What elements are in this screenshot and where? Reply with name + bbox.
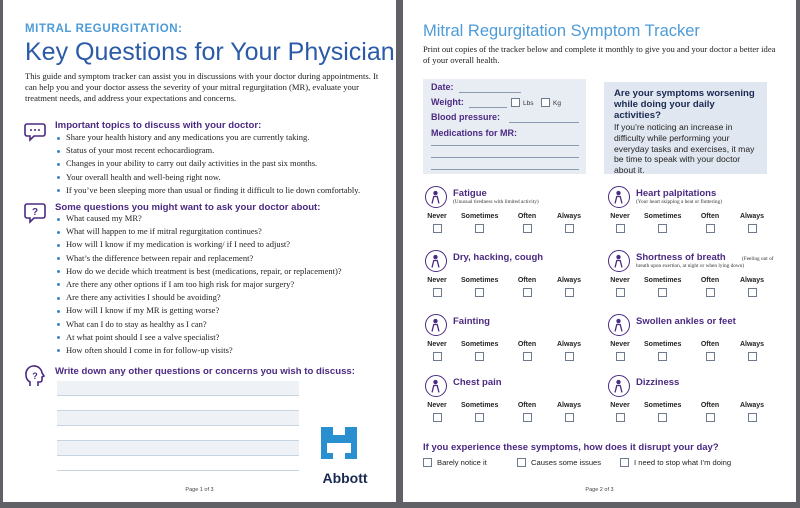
date-field[interactable] (459, 92, 521, 93)
disrupt-option-label: Barely notice it (437, 458, 487, 467)
abbott-logo (317, 423, 373, 486)
symptom-name: Dizziness (636, 377, 680, 388)
heart-icon (608, 186, 630, 208)
frequency-checkbox[interactable] (748, 413, 757, 422)
meds-line[interactable] (431, 169, 579, 170)
disrupt-option-barely[interactable] (423, 458, 487, 470)
frequency-checkbox[interactable] (748, 352, 757, 361)
frequency-checkbox[interactable] (706, 224, 715, 233)
abbott-logo-icon (317, 423, 361, 463)
page1-title: Key Questions for Your Physician (25, 38, 395, 66)
frequency-label: Often (517, 277, 537, 284)
frequency-checkbox[interactable] (565, 224, 574, 233)
svg-text:?: ? (31, 207, 39, 218)
page1-kicker: MITRAL REGURGITATION: (25, 23, 183, 35)
frequency-checkbox[interactable] (616, 288, 625, 297)
symptom-4 (423, 314, 588, 368)
frequency-checkbox[interactable] (658, 352, 667, 361)
page1-number: Page 1 of 3 (185, 487, 214, 493)
disrupt-checkbox[interactable] (620, 458, 629, 467)
list-item: How will I know if my MR is getting worse? (57, 304, 342, 317)
note-line[interactable] (57, 396, 299, 411)
page2-title: Mitral Regurgitation Symptom Tracker (423, 22, 700, 40)
frequency-checkbox[interactable] (748, 288, 757, 297)
kg-checkbox[interactable] (541, 98, 550, 107)
frequency-label: Never (427, 213, 447, 220)
list-item: Status of your most recent echocardiogram. (57, 144, 360, 157)
frequency-label: Often (517, 402, 537, 409)
symptom-name: Fatigue (453, 188, 487, 199)
list-item: Share your health history and any medications you are currently taking. (57, 131, 360, 144)
frequency-checkbox[interactable] (616, 413, 625, 422)
list-item: If you’ve been sleeping more than usual or finding it difficult to lie down comfortably. (57, 184, 360, 197)
note-line[interactable] (57, 426, 299, 441)
bp-label: Blood pressure: (431, 112, 501, 122)
disrupt-checkbox[interactable] (517, 458, 526, 467)
frequency-label: Always (739, 402, 765, 409)
frequency-checkbox[interactable] (475, 413, 484, 422)
symptom-description: breath upon exertion, at night or when lying down) (636, 263, 745, 269)
frequency-label: Always (556, 213, 582, 220)
meds-label: Medications for MR: (431, 128, 518, 138)
weight-field[interactable] (469, 107, 507, 108)
symptom-name: Shortness of breath (636, 252, 726, 263)
list-item: How often should I come in for follow-up visits? (57, 344, 342, 357)
notes-area[interactable] (57, 381, 299, 471)
vitals-form (423, 79, 586, 174)
frequency-checkbox[interactable] (706, 288, 715, 297)
chat-bubble-icon (23, 119, 47, 143)
disrupt-option-label: I need to stop what I’m doing (634, 458, 732, 467)
symptom-name: Dry, hacking, cough (453, 252, 544, 263)
note-line[interactable] (57, 411, 299, 426)
symptom-description: (Your heart skipping a beat or fluttering) (636, 199, 722, 205)
frequency-label: Never (610, 402, 630, 409)
frequency-checkbox[interactable] (616, 224, 625, 233)
frequency-checkbox[interactable] (475, 224, 484, 233)
list-item: How do we decide which treatment is best (medications, repair, or replacement)? (57, 265, 342, 278)
frequency-label: Often (700, 341, 720, 348)
fainting-person-icon (425, 314, 447, 336)
frequency-label: Often (700, 213, 720, 220)
chest-pain-icon (425, 375, 447, 397)
frequency-label: Often (517, 213, 537, 220)
lungs-icon (608, 250, 630, 272)
section1-title: Important topics to discuss with your doctor: (55, 120, 262, 131)
list-item: What will happen to me if mitral regurgitation continues? (57, 225, 342, 238)
frequency-checkbox[interactable] (523, 413, 532, 422)
weight-label: Weight: (431, 97, 464, 107)
frequency-label: Sometimes (644, 213, 682, 220)
disrupt-checkbox[interactable] (423, 458, 432, 467)
disrupt-option-label: Causes some issues (531, 458, 602, 467)
disrupt-option-some[interactable] (517, 458, 601, 470)
frequency-label: Never (427, 341, 447, 348)
frequency-label: Often (700, 402, 720, 409)
frequency-label: Often (517, 341, 537, 348)
note-line[interactable] (57, 441, 299, 456)
frequency-label: Never (427, 277, 447, 284)
frequency-label: Sometimes (461, 341, 499, 348)
symptom-description: (Feeling out of (742, 256, 774, 262)
frequency-label: Sometimes (461, 402, 499, 409)
page-1 (3, 0, 396, 502)
list-item: Your overall health and well-being right now. (57, 171, 360, 184)
question-bubble-icon (23, 201, 47, 225)
symptom-name: Heart palpitations (636, 188, 717, 199)
standing-person-icon (608, 314, 630, 336)
list-item: Are there any other options if I am too high risk for major surgery? (57, 278, 342, 291)
symptom-0 (423, 186, 588, 240)
worsening-callout (604, 82, 767, 174)
symptom-1 (606, 186, 771, 240)
frequency-checkbox[interactable] (433, 224, 442, 233)
list-item: What’s the difference between repair and replacement? (57, 252, 342, 265)
note-line[interactable] (57, 381, 299, 396)
list-item: At what point should I see a valve specialist? (57, 331, 342, 344)
tired-person-icon (425, 186, 447, 208)
frequency-checkbox[interactable] (565, 413, 574, 422)
date-label: Date: (431, 82, 454, 92)
meds-line[interactable] (431, 145, 579, 146)
symptom-3 (606, 250, 774, 304)
list-item: How will I know if my medication is working/ if I need to adjust? (57, 238, 342, 251)
section3-title: Write down any other questions or concerns you wish to discuss: (55, 366, 355, 377)
frequency-label: Often (700, 277, 720, 284)
frequency-label: Sometimes (461, 277, 499, 284)
frequency-checkbox[interactable] (706, 413, 715, 422)
symptom-6 (423, 375, 588, 429)
frequency-checkbox[interactable] (523, 352, 532, 361)
frequency-checkbox[interactable] (523, 288, 532, 297)
frequency-checkbox[interactable] (565, 352, 574, 361)
frequency-checkbox[interactable] (616, 352, 625, 361)
frequency-label: Sometimes (644, 277, 682, 284)
svg-text:?: ? (32, 371, 38, 381)
section2-title: Some questions you might want to ask your doctor about: (55, 202, 321, 213)
frequency-label: Sometimes (644, 341, 682, 348)
symptom-description: (Unusual tiredness with limited activity) (453, 199, 539, 205)
lbs-label: Lbs (523, 100, 534, 107)
callout-heading: Are your symptoms worsening while doing your daily activities? (614, 88, 755, 121)
frequency-checkbox[interactable] (475, 352, 484, 361)
page2-number: Page 2 of 3 (585, 487, 614, 493)
symptom-name: Fainting (453, 316, 490, 327)
frequency-label: Always (556, 277, 582, 284)
abbott-logo-text: Abbott (322, 470, 368, 486)
frequency-checkbox[interactable] (433, 413, 442, 422)
page-2 (403, 0, 796, 502)
callout-body: If you’re noticing an increase in difficulty while performing your everyday tasks and exercises, it may be time to speak with your doctor about it. (614, 122, 755, 176)
lbs-checkbox[interactable] (511, 98, 520, 107)
symptom-2 (423, 250, 588, 304)
frequency-label: Sometimes (461, 213, 499, 220)
frequency-checkbox[interactable] (658, 413, 667, 422)
frequency-checkbox[interactable] (433, 352, 442, 361)
head-question-icon (23, 365, 47, 389)
note-line[interactable] (57, 456, 299, 471)
list-item: Changes in your ability to carry out daily activities in the past six months. (57, 157, 360, 170)
bp-field[interactable] (509, 122, 579, 123)
frequency-checkbox[interactable] (706, 352, 715, 361)
frequency-checkbox[interactable] (565, 288, 574, 297)
frequency-checkbox[interactable] (475, 288, 484, 297)
frequency-label: Never (610, 277, 630, 284)
page1-intro: This guide and symptom tracker can assist you in discussions with your doctor during appointments. It can help you and your doctor assess the severity of your mitral regurgitation (MR), evaluate your treatment needs, and address your expectations and concerns. (25, 71, 379, 103)
frequency-label: Never (610, 341, 630, 348)
questions-list (57, 212, 342, 357)
meds-line[interactable] (431, 157, 579, 158)
coughing-person-icon (425, 250, 447, 272)
list-item: What can I do to stay as healthy as I can? (57, 318, 342, 331)
frequency-label: Always (739, 341, 765, 348)
frequency-checkbox[interactable] (658, 224, 667, 233)
page2-intro: Print out copies of the tracker below and complete it monthly to give you and your doctor a better idea of your overall health. (423, 44, 776, 66)
frequency-label: Never (610, 213, 630, 220)
disrupt-option-stop[interactable] (620, 458, 731, 470)
kg-label: Kg (553, 100, 561, 107)
frequency-checkbox[interactable] (523, 224, 532, 233)
symptom-7 (606, 375, 771, 429)
symptom-name: Swollen ankles or feet (636, 316, 736, 327)
list-item: Are there any activities I should be avoiding? (57, 291, 342, 304)
frequency-label: Always (739, 277, 765, 284)
frequency-label: Always (739, 213, 765, 220)
frequency-checkbox[interactable] (658, 288, 667, 297)
list-item: What caused my MR? (57, 212, 342, 225)
dizzy-head-icon (608, 375, 630, 397)
frequency-checkbox[interactable] (433, 288, 442, 297)
disrupt-question: If you experience these symptoms, how does it disrupt your day? (423, 442, 719, 453)
symptom-5 (606, 314, 771, 368)
frequency-checkbox[interactable] (748, 224, 757, 233)
topics-list (57, 131, 360, 197)
frequency-label: Never (427, 402, 447, 409)
frequency-label: Always (556, 341, 582, 348)
symptom-name: Chest pain (453, 377, 502, 388)
frequency-label: Always (556, 402, 582, 409)
frequency-label: Sometimes (644, 402, 682, 409)
